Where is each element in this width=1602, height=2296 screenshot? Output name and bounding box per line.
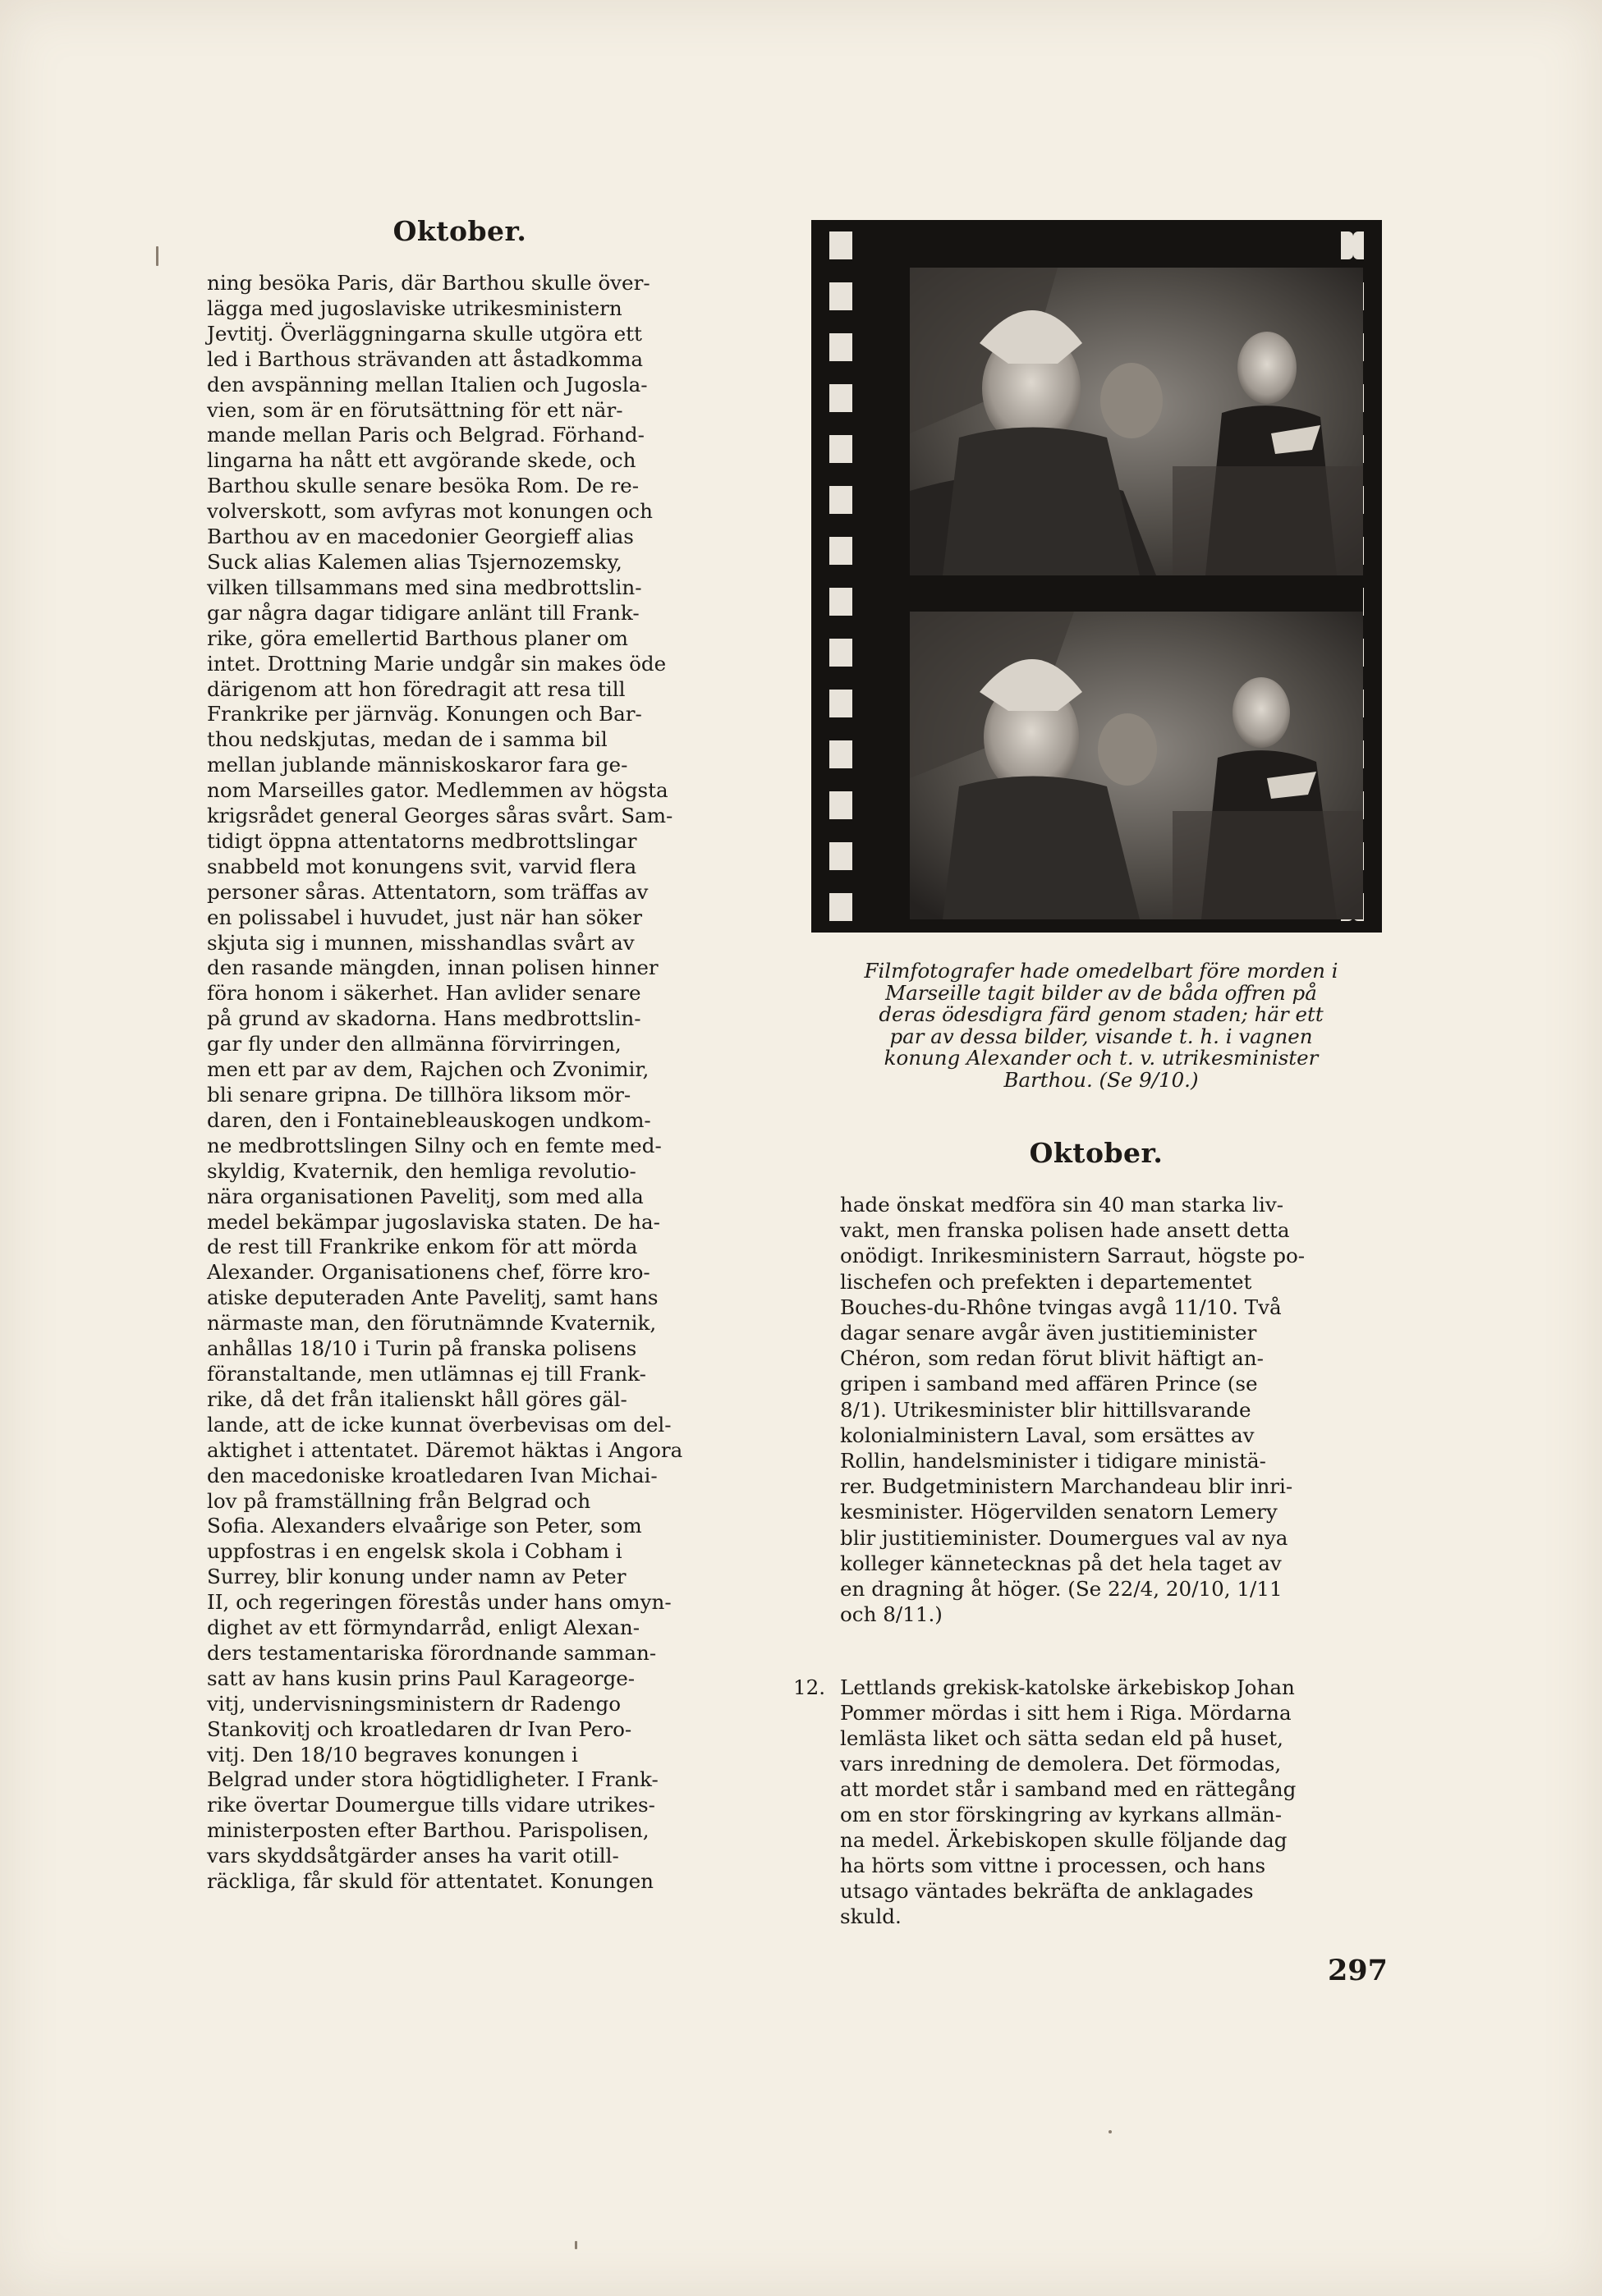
left-heading: Oktober. [392,215,527,247]
margin-mark [156,246,158,266]
photo-caption: Filmfotografer hade omedelbart före morden i Marseille tagit bilder av de båda offren på deras ödesdigra färd genom staden; här ett par av dessa bilder, visande t. h. i vagnen konung Alexander och t. v. utrikesminister Barthou. (Se 9/10.) [864,959,1338,1092]
left-column-text: ning besöka Paris, där Barthou skulle över- lägga med jugoslaviske utrikesministern Jevtitj. Överläggningarna skulle utgöra ett led i Barthous strävanden att åstadkomma den avspänning mellan Italien och Jugosla- vien, som är en förutsättning för ett när- mande mellan Paris och Belgrad. Förhand- lingarna ha nått ett avgörande skede, och Barthou skulle senare besöka Rom. De re- volverskott, som avfyras mot konungen och Barthou av en macedonier Georgieff alias Suck alias Kalemen alias Tsjernozemsky, vilken tillsammans med sina medbrottslin- gar några dagar tidigare anlänt till Frank- rike, göra emellertid Barthous planer om intet. Drottning Marie undgår sin makes öde därigenom att hon föredragit att resa till Frankrike per järnväg. Konungen och Bar- thou nedskjutas, medan de i samma bil mellan jublande människoskaror fara ge- nom Marseilles gator. Medlemmen av högsta krigsrådet general Georges såras svårt. Sam- tidigt öppna attentatorns medbrottslingar snabbeld mot konungens svit, varvid flera personer såras. Attentatorn, som träffas av en polissabel i huvudet, just när han söker skjuta sig i munnen, misshandlas svårt av den rasande mängden, innan polisen hinner föra honom i säkerhet. Han avlider senare på grund av skadorna. Hans medbrottslin- gar fly under den allmänna förvirringen, men ett par av dem, Rajchen och Zvonimir, bli senare gripna. De tillhöra liksom mör- daren, den i Fontainebleauskogen undkom- ne medbrottslingen Silny och en femte med- skyldig, Kvaternik, den hemliga revolutio- nära organisationen Pavelitj, som med alla medel bekämpar jugoslaviska staten. De ha- de rest till Frankrike enkom för att mörda Alexander. Organisationens chef, förre kro- atiske deputeraden Ante Pavelitj, samt hans närmaste man, den förutnämnde Kvaternik, anhållas 18/10 i Turin på franska polisens föranstaltande, men utlämnas ej till Frank- rike, då det från italienskt håll göres gäl- lande, att de icke kunnat överbevisas om del- aktighet i attentatet. Däremot häktas i Angora den macedoniske kroatledaren Ivan Michai- lov på framställning från Belgrad och Sofia. Alexanders elvaårige son Peter, som uppfostras i en engelsk skola i Cobham i Surrey, blir konung under namn av Peter II, och regeringen förestås under hans omyn- dighet av ett förmyndarråd, enligt Alexan- ders testamentariska förordnande samman- satt av hans kusin prins Paul Karageorge- vitj, undervisningsministern dr Radengo Stankovitj och kroatledaren dr Ivan Pero- vitj. Den 18/10 begraves konungen i Belgrad under stora högtidligheter. I Frank- rike övertar Doumergue tills vidare utrikes- ministerposten efter Barthou. Parispolisen, vars skyddsåtgärder anses ha varit otill- räckliga, får skuld för attentatet. Konungen [207,271,683,1894]
paper-speck [1109,2130,1112,2133]
right-column-text: hade önskat medföra sin 40 man starka liv- vakt, men franska polisen hade ansett detta onödigt. Inrikesministern Sarraut, högste po- lischefen och prefekten i departementet Bouches-du-Rhône tvingas avgå 11/10. Två dagar senare avgår även justitieminister Chéron, som redan förut blivit häftigt an- gripen i samband med affären Prince (se 8/1). Utrikesminister blir hittillsvarande kolonialministern Laval, som ersättes av Rollin, handelsminister i tidigare ministä- rer. Budgetministern Marchandeau blir inri- kesminister. Högervilden senatorn Lemery blir justitieminister. Doumergues val av nya kolleger kännetecknas på det hela taget av en dragning åt höger. (Se 22/4, 20/10, 1/11 och 8/11.) [840,1193,1306,1627]
entry-number: 12. [793,1675,826,1699]
film-strip-photo [811,220,1382,933]
page-number: 297 [1327,1954,1388,1987]
right-heading: Oktober. [1029,1137,1164,1169]
paper-speck [575,2241,577,2249]
film-frame-1 [910,268,1363,575]
film-frame-2 [910,612,1363,919]
entry-text: Lettlands grekisk-katolske ärkebiskop Johan Pommer mördas i sitt hem i Riga. Mördarna lemlästa liket och sätta sedan eld på huset, vars inredning de demolera. Det förmodas, att mordet står i samband med en rättegång om en stor förskingring av kyrkans allmän- na medel. Ärkebiskopen skulle följande dag ha hörts som vittne i processen, och hans utsago väntades bekräfta de anklagades skuld. [840,1675,1297,1928]
chronology-entry [793,1675,1386,1929]
